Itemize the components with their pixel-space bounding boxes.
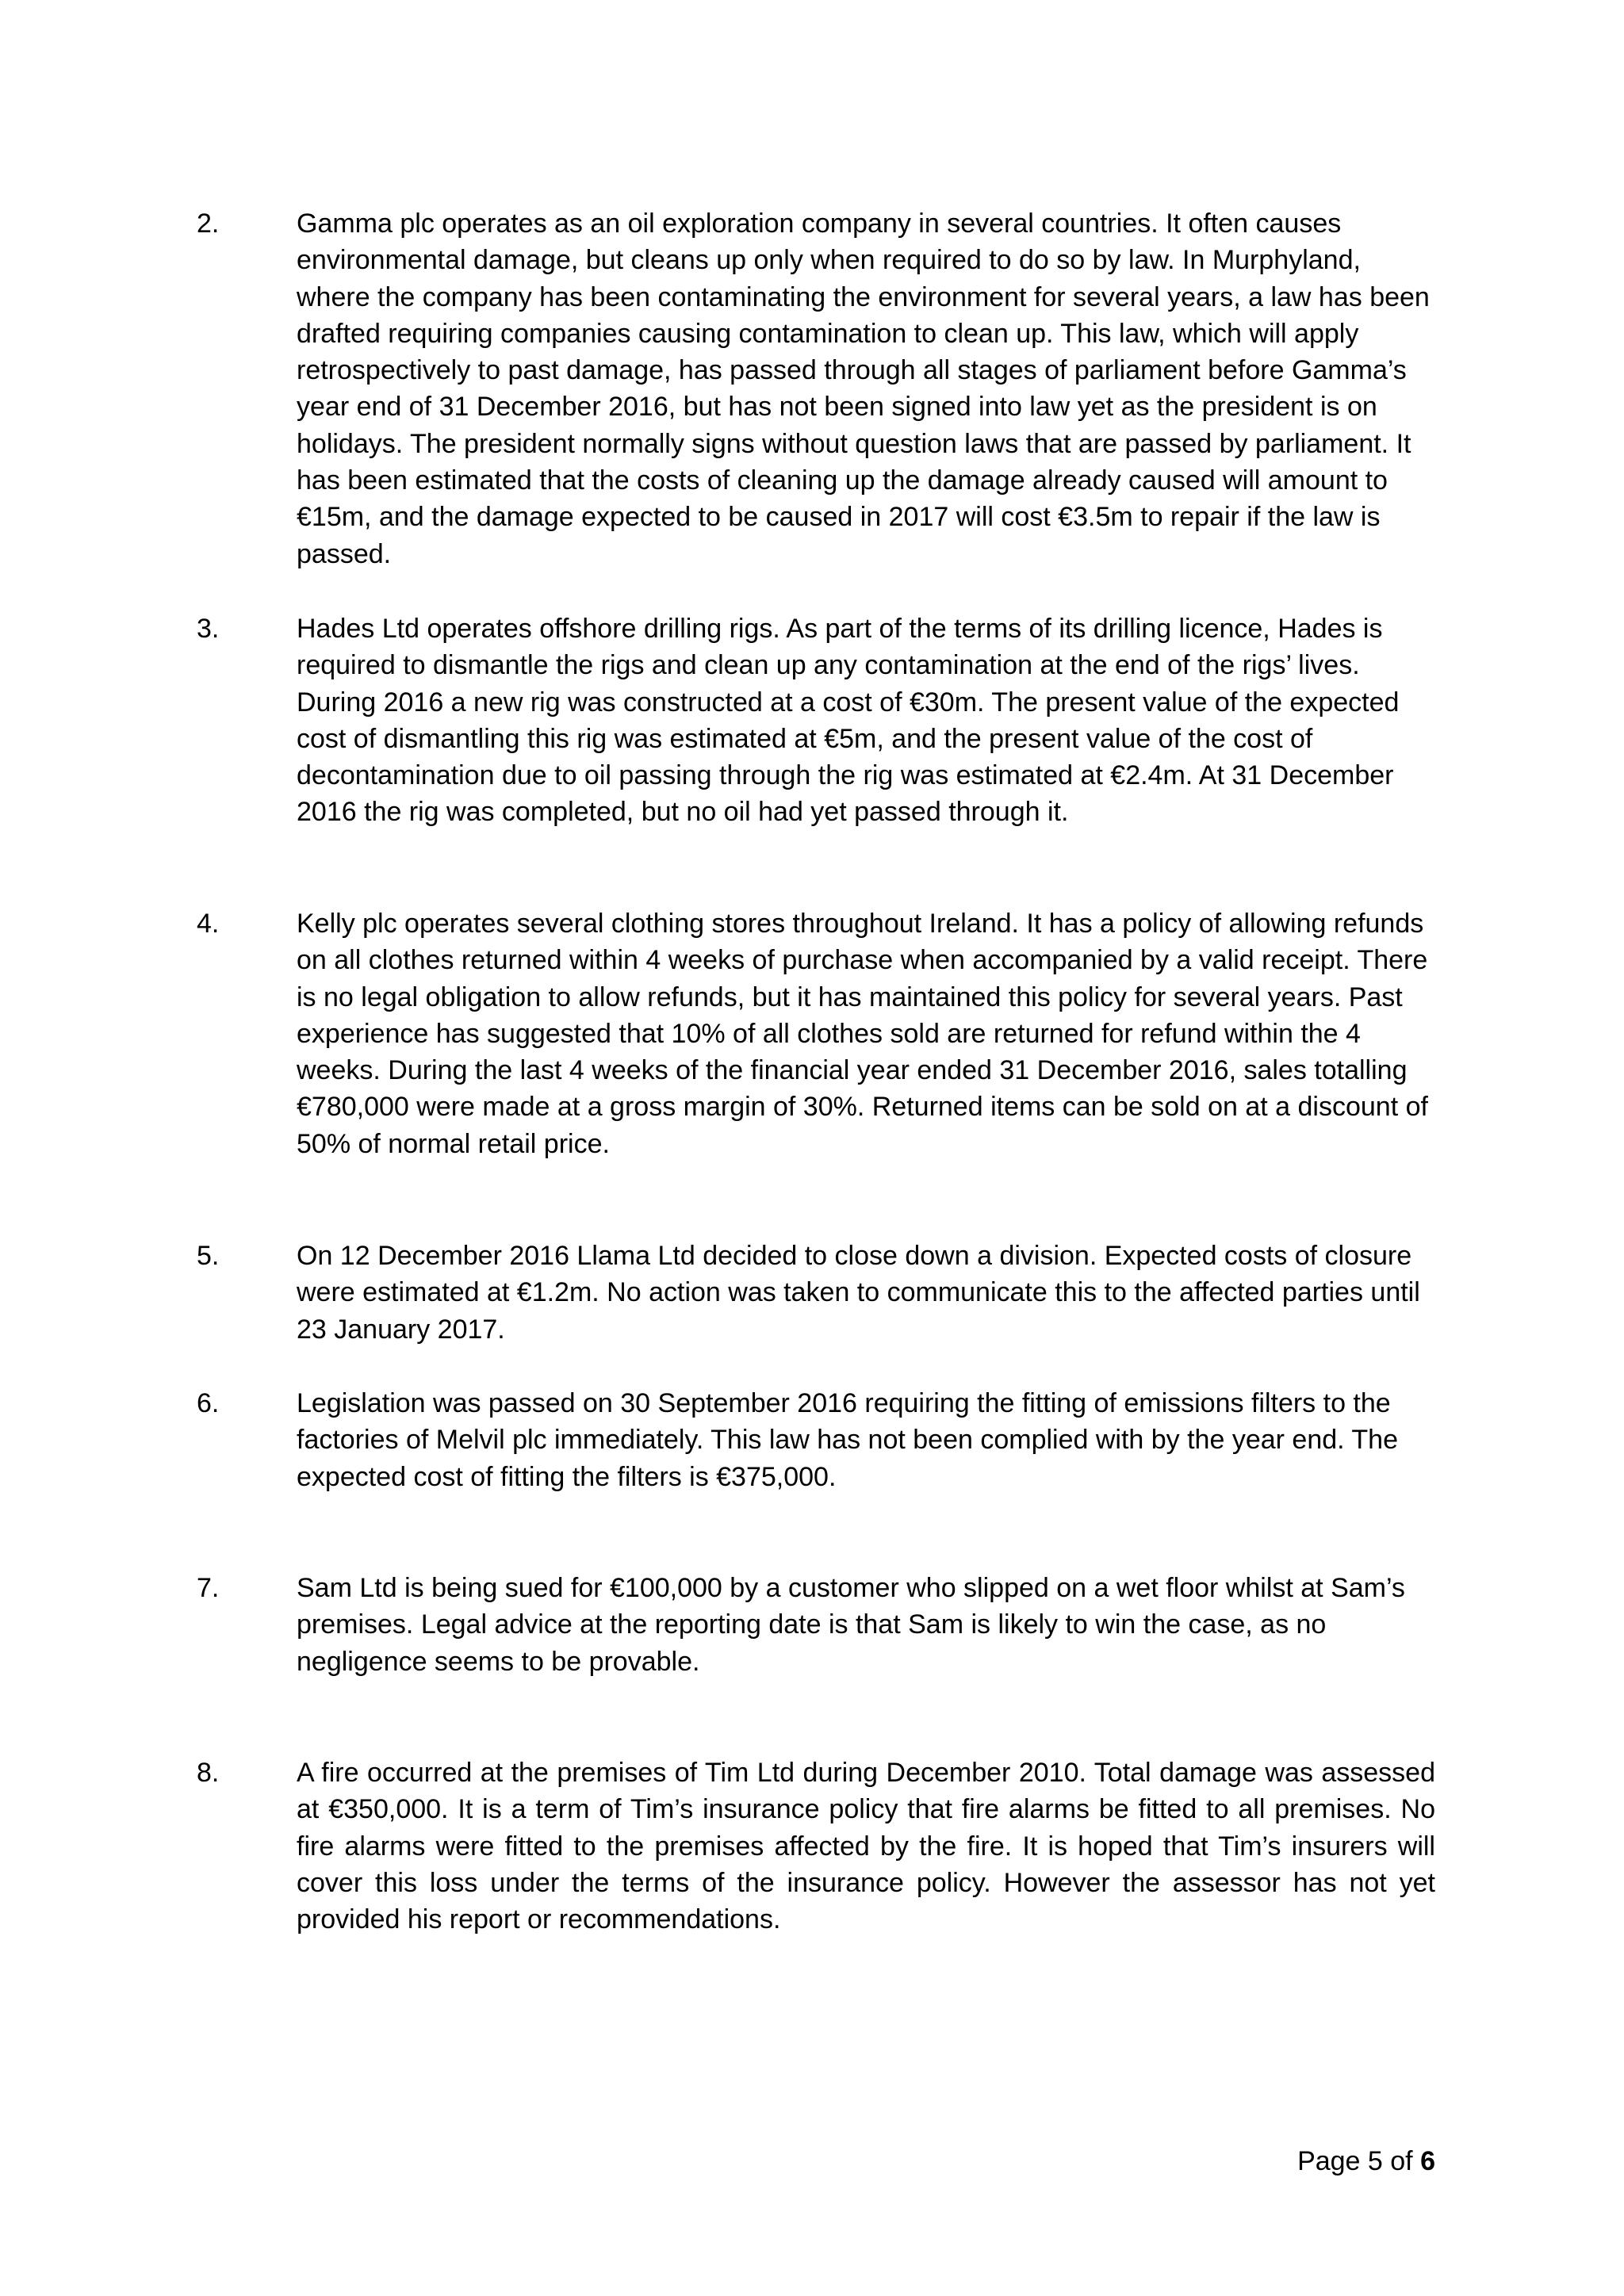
- item-text: Gamma plc operates as an oil exploration company in several countries. It often causes environmental damage, but cleans up only when required to do so by law. In Murphyland, where the company has been contaminating the environment for several years, a law has been drafted requiring companies causing contamination to clean up. This law, which will apply retrospectively to past damage, has passed through all stages of parliament before Gamma’s year end of 31 December 2016, but has not been signed into law yet as the president is on holidays. The president normally signs without question laws that are passed by parliament. It has been estimated that the costs of cleaning up the damage already caused will amount to €15m, and the damage expected to be caused in 2017 will cost €3.5m to repair if the law is passed.: [297, 209, 1430, 569]
- item-number: 3.: [197, 614, 220, 644]
- item-number: 2.: [197, 209, 220, 239]
- item-number: 7.: [197, 1573, 220, 1603]
- item-text: Hades Ltd operates offshore drilling rigs. As part of the terms of its drilling licence, Hades is required to dismantle the rigs and clean up any contamination at the end of the rigs’ lives. During 2016 a new rig was constructed at a cost of €30m. The present value of the expected cost of dismantling this rig was estimated at €5m, and the present value of the cost of decontamination due to oil passing through the rig was estimated at €2.4m. At 31 December 2016 the rig was completed, but no oil had yet passed through it.: [297, 614, 1400, 828]
- page-footer: [1297, 2143, 1435, 2179]
- item-text: Sam Ltd is being sued for €100,000 by a customer who slipped on a wet floor whilst at Sam’s premises. Legal advice at the reporting date is that Sam is likely to win the case, as no negligence seems to be provable.: [297, 1573, 1405, 1677]
- total-pages: 6: [1420, 2146, 1435, 2176]
- item-text: Legislation was passed on 30 September 2016 requiring the fitting of emissions filters to the factories of Melvil plc immediately. This law has not been complied with by the year end. The expected cost of fitting the filters is €375,000.: [297, 1388, 1399, 1492]
- item-text: A fire occurred at the premises of Tim Ltd during December 2010. Total damage was assessed at €350,000. It is a term of Tim’s insurance policy that fire alarms be fitted to all premises. No fire alarms were fitted to the premises affected by the fire. It is hoped that Tim’s insurers will cover this loss under the terms of the insurance policy. However the assessor has not yet provided his report or recommendations.: [297, 1758, 1435, 1935]
- item-text: On 12 December 2016 Llama Ltd decided to close down a division. Expected costs of closure were estimated at €1.2m. No action was taken to communicate this to the affected parties until 23 January 2017.: [297, 1241, 1420, 1345]
- item-number: 6.: [197, 1388, 220, 1418]
- item-number: 4.: [197, 909, 220, 939]
- page-label: Page 5 of: [1297, 2146, 1421, 2176]
- item-number: 8.: [197, 1758, 220, 1788]
- item-text: Kelly plc operates several clothing stores throughout Ireland. It has a policy of allowing refunds on all clothes returned within 4 weeks of purchase when accompanied by a valid receipt. There is no legal obligation to allow refunds, but it has maintained this policy for several years. Past experience has suggested that 10% of all clothes sold are returned for refund within the 4 weeks. During the last 4 weeks of the financial year ended 31 December 2016, sales totalling €780,000 were made at a gross margin of 30%. Returned items can be sold on at a discount of 50% of normal retail price.: [297, 909, 1428, 1159]
- item-number: 5.: [197, 1241, 220, 1271]
